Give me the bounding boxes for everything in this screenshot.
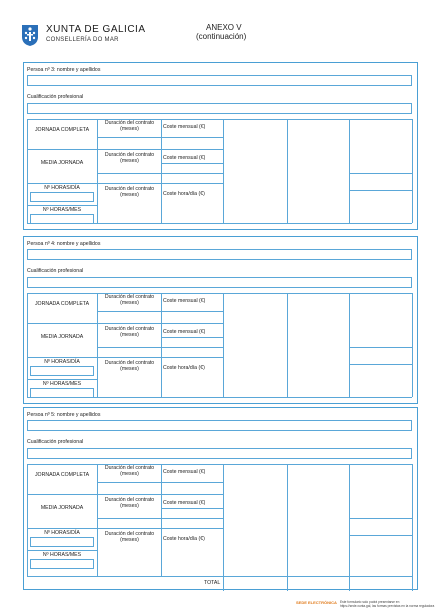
media-jornada-label: MEDIA JORNADA: [40, 160, 84, 166]
grid-line: [97, 293, 98, 397]
duracion-contrato-label: Duración del contrato (meses): [104, 497, 155, 510]
grid-line: [349, 364, 412, 365]
horas-mes-label: Nº HORAS/MES: [42, 207, 82, 213]
coste-mensual-label: Coste mensual (€): [163, 298, 206, 304]
grid-line: [97, 482, 223, 483]
horas-mes-label: Nº HORAS/MES: [42, 552, 82, 558]
duracion-contrato-label: Duración del contrato (meses): [104, 186, 155, 199]
grid-line: [412, 576, 413, 591]
grid-line: [412, 293, 413, 397]
grid-line: [412, 119, 413, 223]
grid-line: [287, 576, 288, 591]
duracion-contrato-label: Duración del contrato (meses): [104, 326, 155, 339]
horas-dia-label: Nº HORAS/DÍA: [44, 530, 80, 536]
grid-line: [27, 576, 412, 577]
horas-mes-label: Nº HORAS/MES: [42, 381, 82, 387]
grid-line: [349, 576, 350, 591]
grid-line: [97, 173, 223, 174]
horas-dia-label: Nº HORAS/DÍA: [44, 359, 80, 365]
grid-line: [97, 464, 98, 576]
xunta-coat-of-arms-icon: [20, 23, 40, 47]
grid-line: [349, 464, 350, 576]
grid-line: [27, 205, 97, 206]
media-jornada-label: MEDIA JORNADA: [40, 334, 84, 340]
horas-dia-input[interactable]: [30, 192, 94, 202]
persona-name-input[interactable]: [27, 75, 412, 86]
grid-line: [27, 379, 97, 380]
horas-mes-input[interactable]: [30, 214, 94, 224]
horas-dia-input[interactable]: [30, 366, 94, 376]
cualificacion-input[interactable]: [27, 103, 412, 114]
persona-section: [23, 236, 418, 404]
duracion-contrato-label: Duración del contrato (meses): [104, 294, 155, 307]
persona-section: [23, 62, 418, 230]
cualificacion-input[interactable]: [27, 448, 412, 459]
footer-note-line1: Este formulario solo podrá presentarse en: [340, 600, 400, 604]
cualificacion-label: Cualificación profesional: [27, 94, 84, 100]
horas-mes-input[interactable]: [30, 388, 94, 398]
grid-line: [223, 293, 224, 397]
cualificacion-label: Cualificación profesional: [27, 439, 84, 445]
coste-mensual-label: Coste mensual (€): [163, 329, 206, 335]
grid-line: [287, 293, 288, 397]
cualificacion-input[interactable]: [27, 277, 412, 288]
annex-subtitle: (continuación): [196, 32, 247, 41]
footer-note-line2: https://sede.xunta.gal, las formas previstas en la norma reguladora: [340, 604, 435, 608]
sede-electronica-logo: SEDE ELECTRÓNICA: [296, 600, 337, 605]
cualificacion-label: Cualificación profesional: [27, 268, 84, 274]
grid-line: [161, 464, 162, 576]
grid-line: [412, 464, 413, 576]
coste-mensual-label: Coste mensual (€): [163, 155, 206, 161]
grid-line: [27, 119, 412, 120]
grid-line: [349, 190, 412, 191]
grid-line: [223, 576, 224, 591]
jornada-completa-label: JORNADA COMPLETA: [34, 472, 90, 478]
grid-line: [161, 337, 223, 338]
horas-dia-input[interactable]: [30, 537, 94, 547]
grid-line: [27, 323, 223, 324]
persona-name-input[interactable]: [27, 420, 412, 431]
coste-hora-dia-label: Coste hora/día (€): [163, 365, 205, 371]
media-jornada-label: MEDIA JORNADA: [40, 505, 84, 511]
grid-line: [27, 464, 412, 465]
grid-line: [349, 347, 412, 348]
footer-note: [340, 600, 434, 608]
horas-mes-input[interactable]: [30, 559, 94, 569]
persona-name-label: Persoa nº 3: nombre y apellidos: [27, 67, 101, 73]
grid-line: [287, 464, 288, 576]
persona-name-label: Persoa nº 4: nombre y apellidos: [27, 241, 101, 247]
grid-line: [97, 119, 98, 223]
persona-name-input[interactable]: [27, 249, 412, 260]
coste-hora-dia-label: Coste hora/día (€): [163, 536, 205, 542]
grid-line: [27, 464, 28, 576]
persona-section: [23, 407, 418, 590]
jornada-completa-label: JORNADA COMPLETA: [34, 127, 90, 133]
grid-line: [27, 357, 223, 358]
grid-line: [97, 137, 223, 138]
grid-line: [27, 293, 412, 294]
grid-line: [161, 163, 223, 164]
grid-line: [27, 149, 223, 150]
total-label: TOTAL: [204, 580, 221, 586]
grid-line: [27, 293, 28, 397]
duracion-contrato-label: Duración del contrato (meses): [104, 120, 155, 133]
duracion-contrato-label: Duración del contrato (meses): [104, 531, 155, 544]
grid-line: [97, 347, 223, 348]
duracion-contrato-label: Duración del contrato (meses): [104, 465, 155, 478]
grid-line: [349, 293, 350, 397]
grid-line: [97, 311, 223, 312]
grid-line: [349, 535, 412, 536]
brand-title: XUNTA DE GALICIA: [46, 24, 146, 35]
duracion-contrato-label: Duración del contrato (meses): [104, 152, 155, 165]
grid-line: [27, 183, 223, 184]
grid-line: [27, 528, 223, 529]
grid-line: [349, 119, 350, 223]
grid-line: [27, 494, 223, 495]
grid-line: [349, 173, 412, 174]
grid-line: [223, 464, 224, 576]
grid-line: [161, 293, 162, 397]
grid-line: [223, 119, 224, 223]
grid-line: [349, 518, 412, 519]
annex-title: ANEXO V: [206, 23, 242, 32]
grid-line: [161, 119, 162, 223]
grid-line: [287, 119, 288, 223]
horas-dia-label: Nº HORAS/DÍA: [44, 185, 80, 191]
brand-subtitle: CONSELLERÍA DO MAR: [46, 37, 119, 43]
grid-line: [161, 508, 223, 509]
duracion-contrato-label: Duración del contrato (meses): [104, 360, 155, 373]
coste-mensual-label: Coste mensual (€): [163, 469, 206, 475]
jornada-completa-label: JORNADA COMPLETA: [34, 301, 90, 307]
grid-line: [27, 119, 28, 223]
coste-mensual-label: Coste mensual (€): [163, 500, 206, 506]
coste-mensual-label: Coste mensual (€): [163, 124, 206, 130]
coste-hora-dia-label: Coste hora/día (€): [163, 191, 205, 197]
persona-name-label: Persoa nº 5: nombre y apellidos: [27, 412, 101, 418]
grid-line: [97, 518, 223, 519]
grid-line: [27, 550, 97, 551]
